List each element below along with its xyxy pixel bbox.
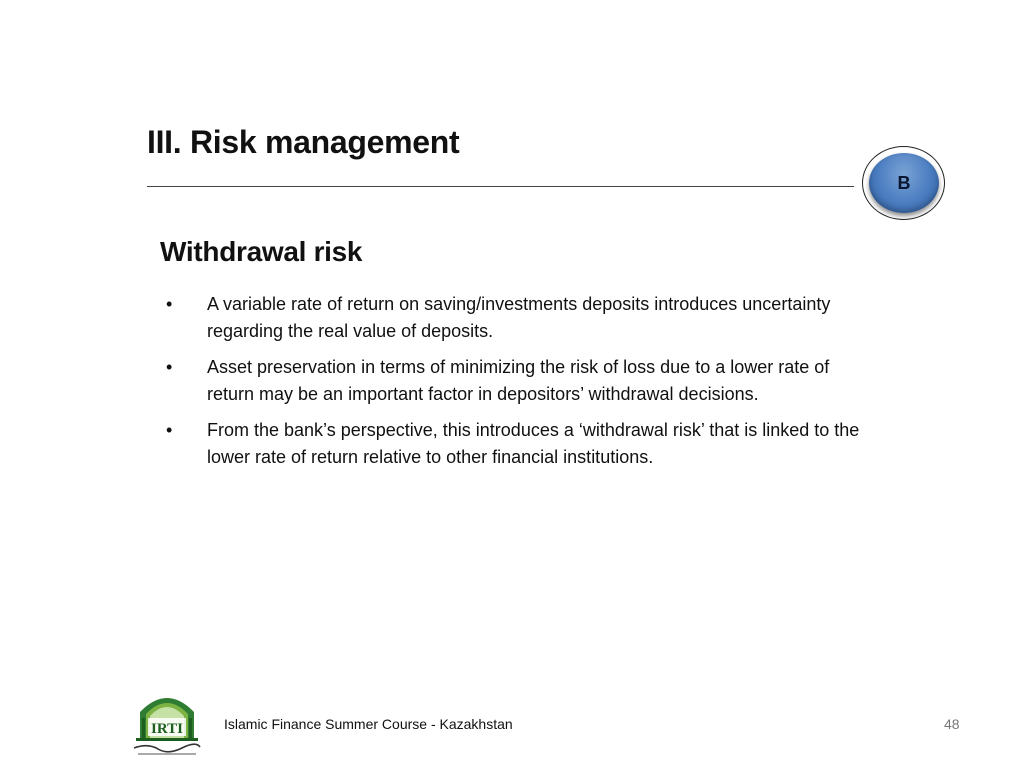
irti-logo xyxy=(128,688,206,760)
title-divider xyxy=(147,186,854,187)
section-badge xyxy=(869,153,939,213)
footer-course-name: Islamic Finance Summer Course - Kazakhstan xyxy=(224,716,513,732)
bullet-item xyxy=(160,417,880,471)
bullet-marker: • xyxy=(166,294,173,314)
irti-logo-icon xyxy=(128,688,206,760)
bullet-marker: • xyxy=(166,420,173,440)
bullet-item xyxy=(160,291,880,345)
slide-title: III. Risk management xyxy=(147,124,460,160)
section-badge-label: B xyxy=(897,172,911,193)
bullet-item xyxy=(160,354,880,408)
svg-text:IRTI: IRTI xyxy=(151,721,183,737)
bullet-text: Asset preservation in terms of minimizing the risk of loss due to a lower rate of return may be an important factor in depositors’ withdrawal decisions. xyxy=(207,357,830,404)
bullet-text: A variable rate of return on saving/investments deposits introduces uncertainty regarding the real value of deposits. xyxy=(207,294,831,341)
page-number: 48 xyxy=(944,716,960,732)
bullet-marker: • xyxy=(166,357,173,377)
bullet-list xyxy=(160,291,880,480)
slide-subtitle: Withdrawal risk xyxy=(160,236,363,267)
bullet-text: From the bank’s perspective, this introduces a ‘withdrawal risk’ that is linked to the lower rate of return relative to other financial institutions. xyxy=(207,420,860,467)
